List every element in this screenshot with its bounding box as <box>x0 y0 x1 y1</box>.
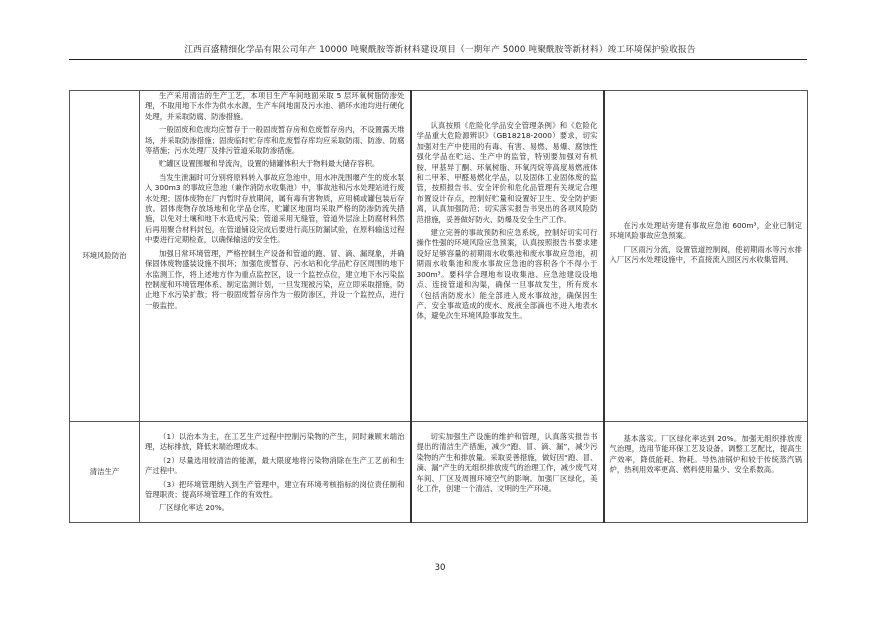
paragraph: 当发生泄漏时可分别将原料转入事故应急池中，用水冲洗围堰产生的废水泵入 300m3 的事故应急池（兼作消防水收集池）中，事故池和污水处理站进行废水处理；固体废物在厂内暂时存放期间，属有毒有害物质，应用桶或罐包装后存放。固体废物存放场地和化学品仓库，贮罐区地面均采取严格的防渗防流失措施，以免对土壤和地下水造成污染；管道采用无缝管，管道外层涂上防腐材料然后再用聚合材料封包，在管道铺设完成后要进行高压防漏试验，在原料输送过程中要进行定期检查，以确保输送的安全性。 <box>145 172 405 245</box>
paragraph: （1）以治本为主，在工艺生产过程中控制污染物的产生，同时兼顾末端治理，达标排放，降低末端治理成本。 <box>145 432 405 452</box>
requirement-cell <box>140 422 411 523</box>
row-label: 环境风险防治 <box>70 91 140 422</box>
paragraph: 在污水处理站旁建有事故应急池 600m³，企业已制定环境风险事故应急预案。 <box>609 221 802 241</box>
acceptance-table <box>69 90 808 523</box>
paragraph: （3）把环境管理纳入到生产管理中，建立有环境考核指标的岗位责任制和管理职责；提高环境管理工作的有效性。 <box>145 479 405 500</box>
page-header: 江西百盛精细化学品有限公司年产 10000 吨聚酰胺等新材料建设项目（一期年产 5000 吨聚酰胺等新材料）竣工环境保护验收报告 <box>184 45 696 55</box>
paragraph: 生产采用清洁的生产工艺，本项目生产车间地面采取 5 层环氧树脂防渗处理，不取用地下水作为供水水源，生产车间地面及污水池、循环水池均进行硬化处理，并采取防腐、防渗措施。 <box>145 91 405 121</box>
paragraph: 一般固废和危废均应暂存于一般固废暂存房和危废暂存房内，不设置露天堆场，并采取防渗措施；固废临时贮存库和危废暂存库均应采取防雨、防渗、防腐等措施；污水处理厂及排污管道采取防渗措施。 <box>145 125 405 156</box>
paragraph: 基本落实。厂区绿化率达到 20%。加强无组织排放废气治理，选用节能环保工艺及设备。调整工艺配比，提高生产效率，降低能耗、物耗。导热油锅炉和较于传统蒸汽锅炉，热利用效率更高、燃料使用量少、安全系数高。 <box>609 434 802 475</box>
paragraph: 切实加强生产设施的维护和管理，认真落实报告书提出的清洁生产措施，减少“跑、冒、滴、漏”，减少污染物的产生和排放量。采取妥善措施，做好因“跑、冒、滴、漏”产生的无组织排放废气的治理工作，减少废气对车间、厂区及周围环境空气的影响。加强厂区绿化，美化工作，创建一个清洁、文明的生产环境。 <box>416 432 598 494</box>
page-number: 30 <box>434 563 446 573</box>
implementation-cell <box>604 422 808 523</box>
paragraph: 厂区雨污分流，设置管道控制阀，使初期雨水等污水排入厂区污水处理设施中，不直接流入园区污水收集管网。 <box>609 244 802 265</box>
paragraph: 建立完善的事故预防和应急系统，控制好切实可行操作性强的环境风险应急预案，认真按照报告书要求建设好足够容量的初期雨水收集池和废水事故应急池，初期雨水收集池和废水事故应急池的容积各个不得小于 300m³。要科学合理地布设收集池、应急池建设设地点、连接管道和沟渠，确保一旦事故发生，所有废水（包括消防废水）能全部进入废水事故池，确保因生产、安全事故造成的废水、废液全部滴也不进入地表水体，避免次生环境风险事故发生。 <box>416 228 598 321</box>
paragraph: （2）尽量选用较清洁的能源，最大限度地将污染物消除在生产工艺前和生产过程中。 <box>145 455 405 476</box>
row-label: 清洁生产 <box>70 422 140 523</box>
paragraph: 认真按照《危险化学品安全管理条例》和《危险化学品重大危险源辨识》（GB18218-2000）要求，切实加强对生产中使用的有毒、有害、易燃、易爆、腐蚀性强化学品在贮运、生产中的监管，特别要加强对有机胺、甲基异丁酮、环氧树脂、环氧丙烷等高度易燃液体和二甲苯、甲醛易燃化学品，以及固体工业固体废的监管，按照报告书、安全评价和危化品管理有关规定合理布置设计存点，控制好贮量和设置好卫生、安全防护距离，认真加强防范；切实落实报告书突出的各项风险防范措施，妥善做好防火、防爆及安全生产工作。 <box>416 121 598 224</box>
paragraph: 贮罐区设置围堰和导流沟，设置的储罐体积大于物料最大储存容积。 <box>158 159 380 169</box>
table-row <box>70 91 808 422</box>
paragraph: 厂区绿化率达 20%。 <box>158 503 230 513</box>
approval-cell <box>411 422 604 523</box>
table-row <box>70 422 808 523</box>
implementation-cell <box>604 91 808 422</box>
requirement-cell <box>140 91 411 422</box>
approval-cell <box>411 91 604 422</box>
header-divider <box>69 59 807 60</box>
paragraph: 加强日常环境管理，严格控制生产设备和管道的跑、冒、滴、漏现象，并确保固体废物盛装设施不损坏；加强危废暂存、污水站和化学品贮存区周围的地下水监测工作，将上述地方作为重点监控区，设一个监控点位，建立地下水污染监控制度和环境管理体系、制定监测计划，一旦发现被污染，应立即采取措施，防止地下水污染扩散；将一般固废暂存房作为一般防渗区，并设一个监控点，进行一般监控。 <box>145 248 405 310</box>
